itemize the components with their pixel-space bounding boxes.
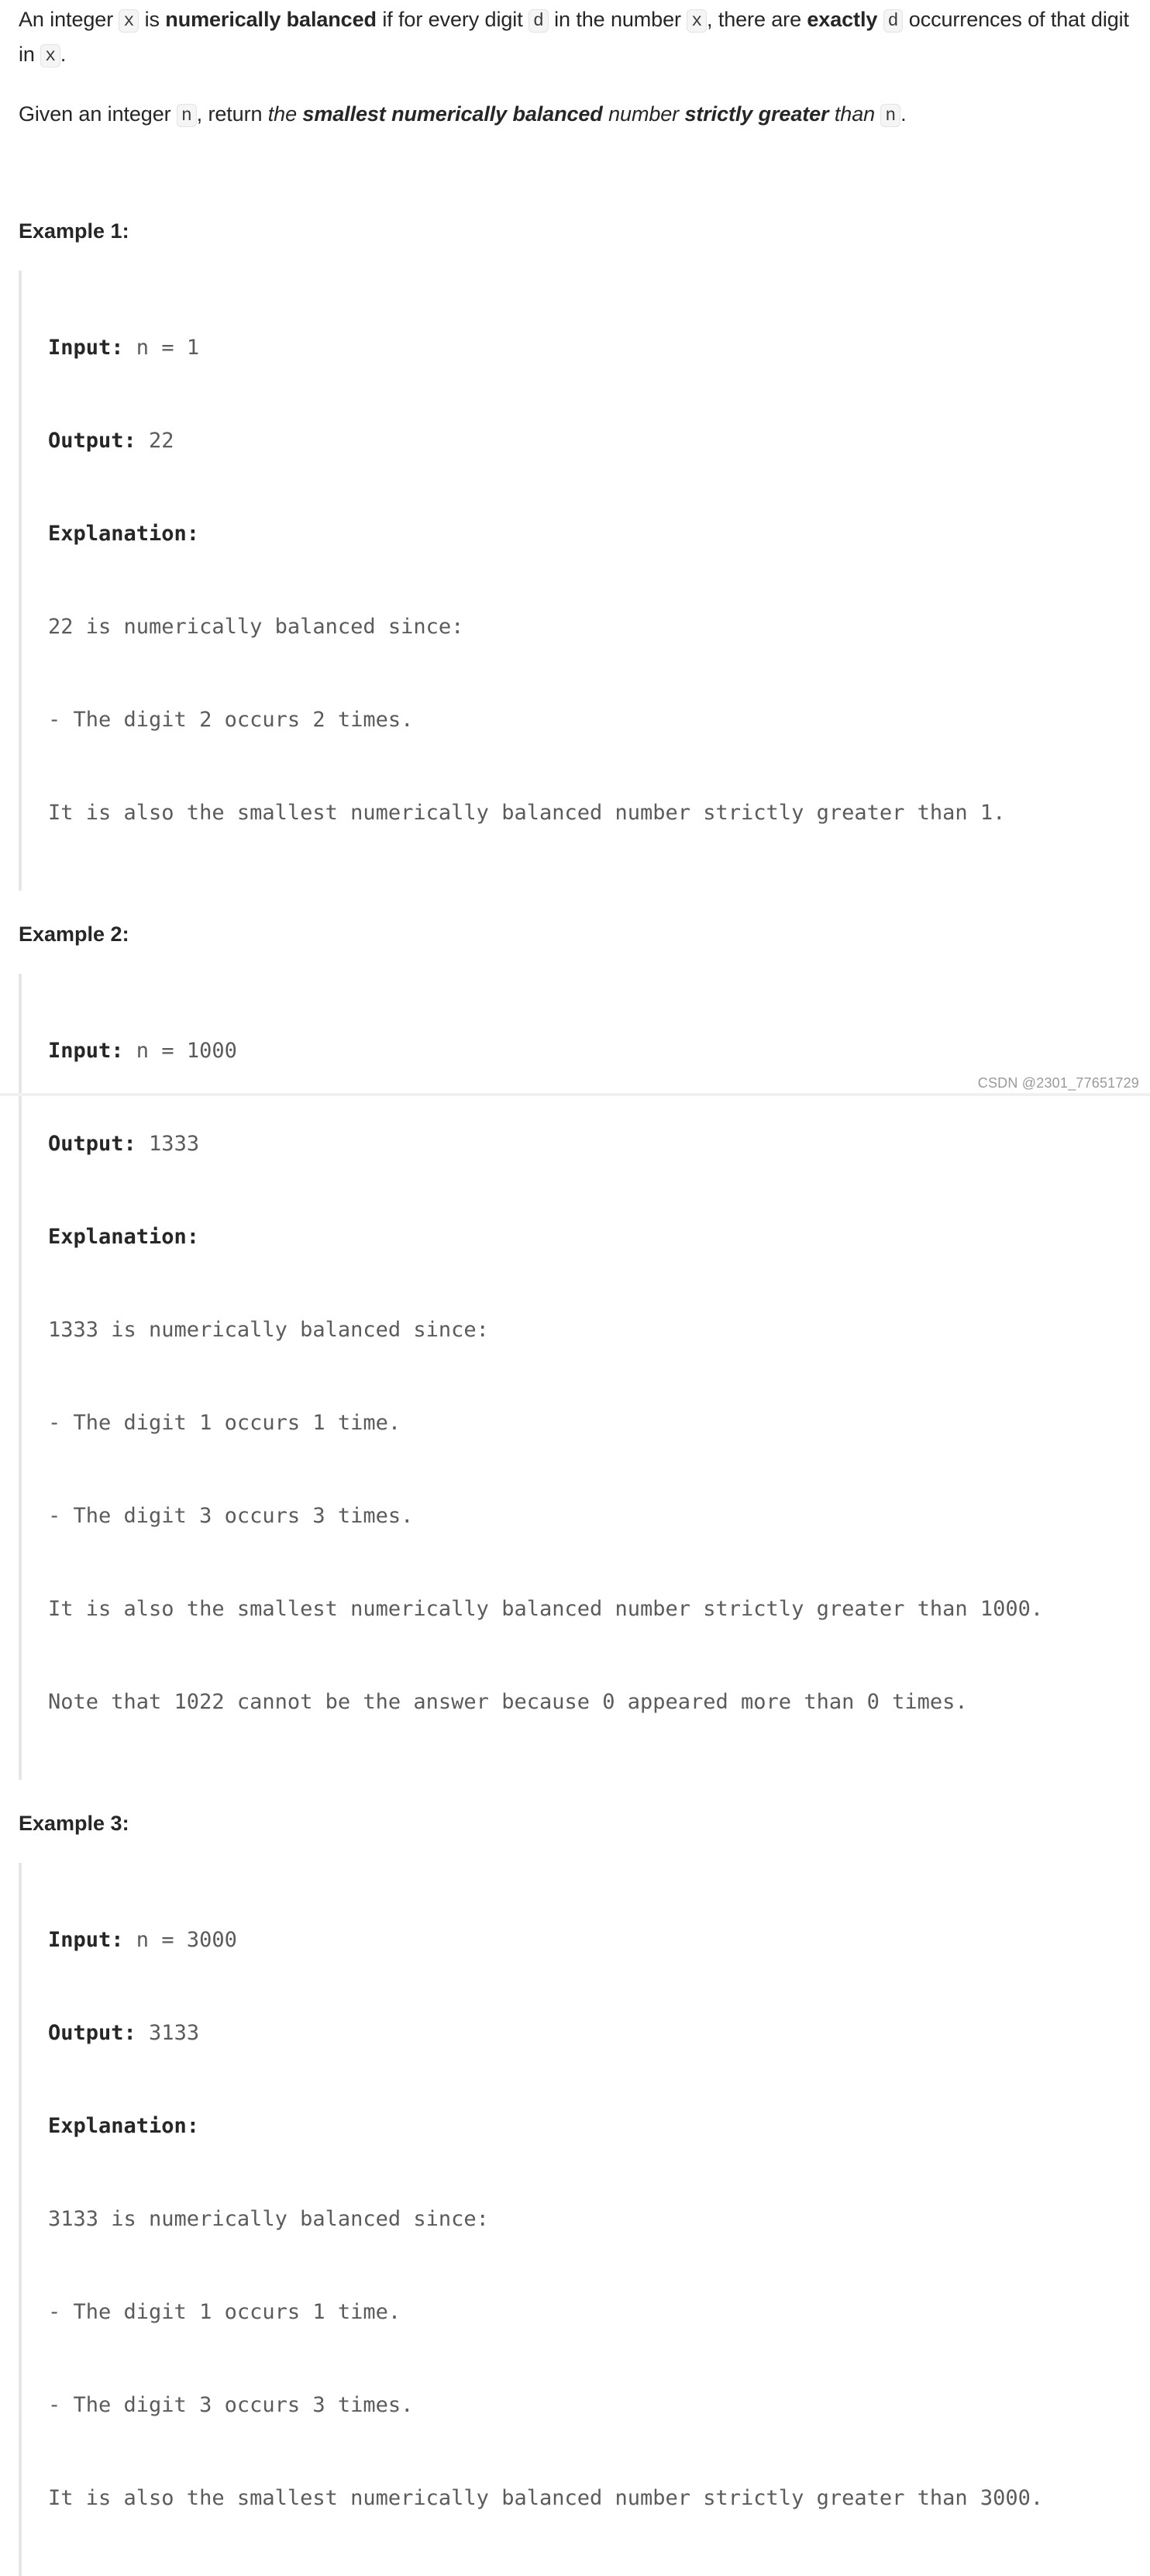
- bold-italic-term: smallest numerically balanced: [302, 102, 603, 126]
- output-label: Output:: [48, 1132, 136, 1156]
- input-value: n = 1: [123, 336, 200, 360]
- text: [877, 8, 883, 31]
- explanation-line: - The digit 2 occurs 2 times.: [48, 708, 414, 732]
- output-label: Output:: [48, 2021, 136, 2045]
- input-label: Input:: [48, 1039, 124, 1063]
- inline-code-x: x: [40, 44, 60, 67]
- inline-code-d: d: [529, 9, 549, 33]
- bold-term: numerically balanced: [165, 8, 377, 31]
- input-value: n = 3000: [123, 1928, 237, 1952]
- explanation-line: - The digit 1 occurs 1 time.: [48, 1411, 401, 1435]
- example-1-title: Example 1:: [19, 219, 129, 243]
- explanation-line: - The digit 3 occurs 3 times.: [48, 2393, 414, 2417]
- inline-code-n: n: [177, 104, 197, 127]
- explanation-line: It is also the smallest numerically balanced number strictly greater than 3000.: [48, 2486, 1044, 2510]
- inline-code-n: n: [880, 104, 900, 127]
- text: in the number: [548, 8, 687, 31]
- inline-code-d: d: [883, 9, 904, 33]
- text: , there are: [707, 8, 807, 31]
- explanation-label: Explanation:: [48, 522, 200, 546]
- text: is: [139, 8, 166, 31]
- example-1-block: [19, 271, 1141, 891]
- example-explanation-label-line: [48, 519, 1141, 550]
- example-3-title: Example 3:: [19, 1812, 129, 1835]
- output-value: 3133: [136, 2021, 200, 2045]
- description-paragraph-1: [19, 3, 1141, 73]
- example-3-block: [19, 1863, 1141, 2576]
- example-input-line: [48, 333, 1141, 364]
- bold-term: exactly: [807, 8, 878, 31]
- example-input-line: [48, 1036, 1141, 1067]
- explanation-line: - The digit 3 occurs 3 times.: [48, 1504, 414, 1528]
- italic-text: the: [267, 102, 303, 126]
- example-output-line: [48, 1129, 1141, 1160]
- text: .: [900, 102, 907, 126]
- explanation-line: 3133 is numerically balanced since:: [48, 2207, 489, 2231]
- watermark: CSDN @2301_77651729: [977, 1075, 1139, 1091]
- inline-code-x: x: [687, 9, 707, 33]
- example-explanation-label-line: [48, 1222, 1141, 1253]
- description-paragraph-2: [19, 98, 1141, 133]
- text: if for every digit: [376, 8, 529, 31]
- inline-code-x: x: [119, 9, 139, 33]
- bold-italic-term: strictly greater: [684, 102, 829, 126]
- explanation-line: 22 is numerically balanced since:: [48, 615, 464, 639]
- example-explanation-label-line: [48, 2111, 1141, 2142]
- problem-description: [19, 0, 1141, 2576]
- input-value: n = 1000: [123, 1039, 237, 1063]
- output-value: 22: [136, 429, 174, 453]
- explanation-line: It is also the smallest numerically balanced number strictly greater than 1000.: [48, 1597, 1044, 1621]
- output-value: 1333: [136, 1132, 200, 1156]
- text: An integer: [19, 8, 119, 31]
- italic-text: number: [602, 102, 685, 126]
- explanation-line: Note that 1022 cannot be the answer because 0 appeared more than 0 times.: [48, 1690, 968, 1714]
- example-input-line: [48, 1925, 1141, 1956]
- example-output-line: [48, 2018, 1141, 2049]
- text: occurrences of that digit in: [19, 8, 1129, 66]
- text: .: [60, 43, 67, 66]
- explanation-line: 1333 is numerically balanced since:: [48, 1318, 489, 1342]
- explanation-label: Explanation:: [48, 1225, 200, 1249]
- text: , return: [196, 102, 268, 126]
- example-output-line: [48, 426, 1141, 457]
- example-2-title: Example 2:: [19, 922, 129, 946]
- input-label: Input:: [48, 336, 124, 360]
- input-label: Input:: [48, 1928, 124, 1952]
- output-label: Output:: [48, 429, 136, 453]
- explanation-label: Explanation:: [48, 2114, 200, 2138]
- bottom-divider: [0, 1093, 1150, 1096]
- explanation-line: - The digit 1 occurs 1 time.: [48, 2300, 401, 2324]
- italic-text: than: [828, 102, 881, 126]
- text: Given an integer: [19, 102, 177, 126]
- explanation-line: It is also the smallest numerically balanced number strictly greater than 1.: [48, 801, 1006, 825]
